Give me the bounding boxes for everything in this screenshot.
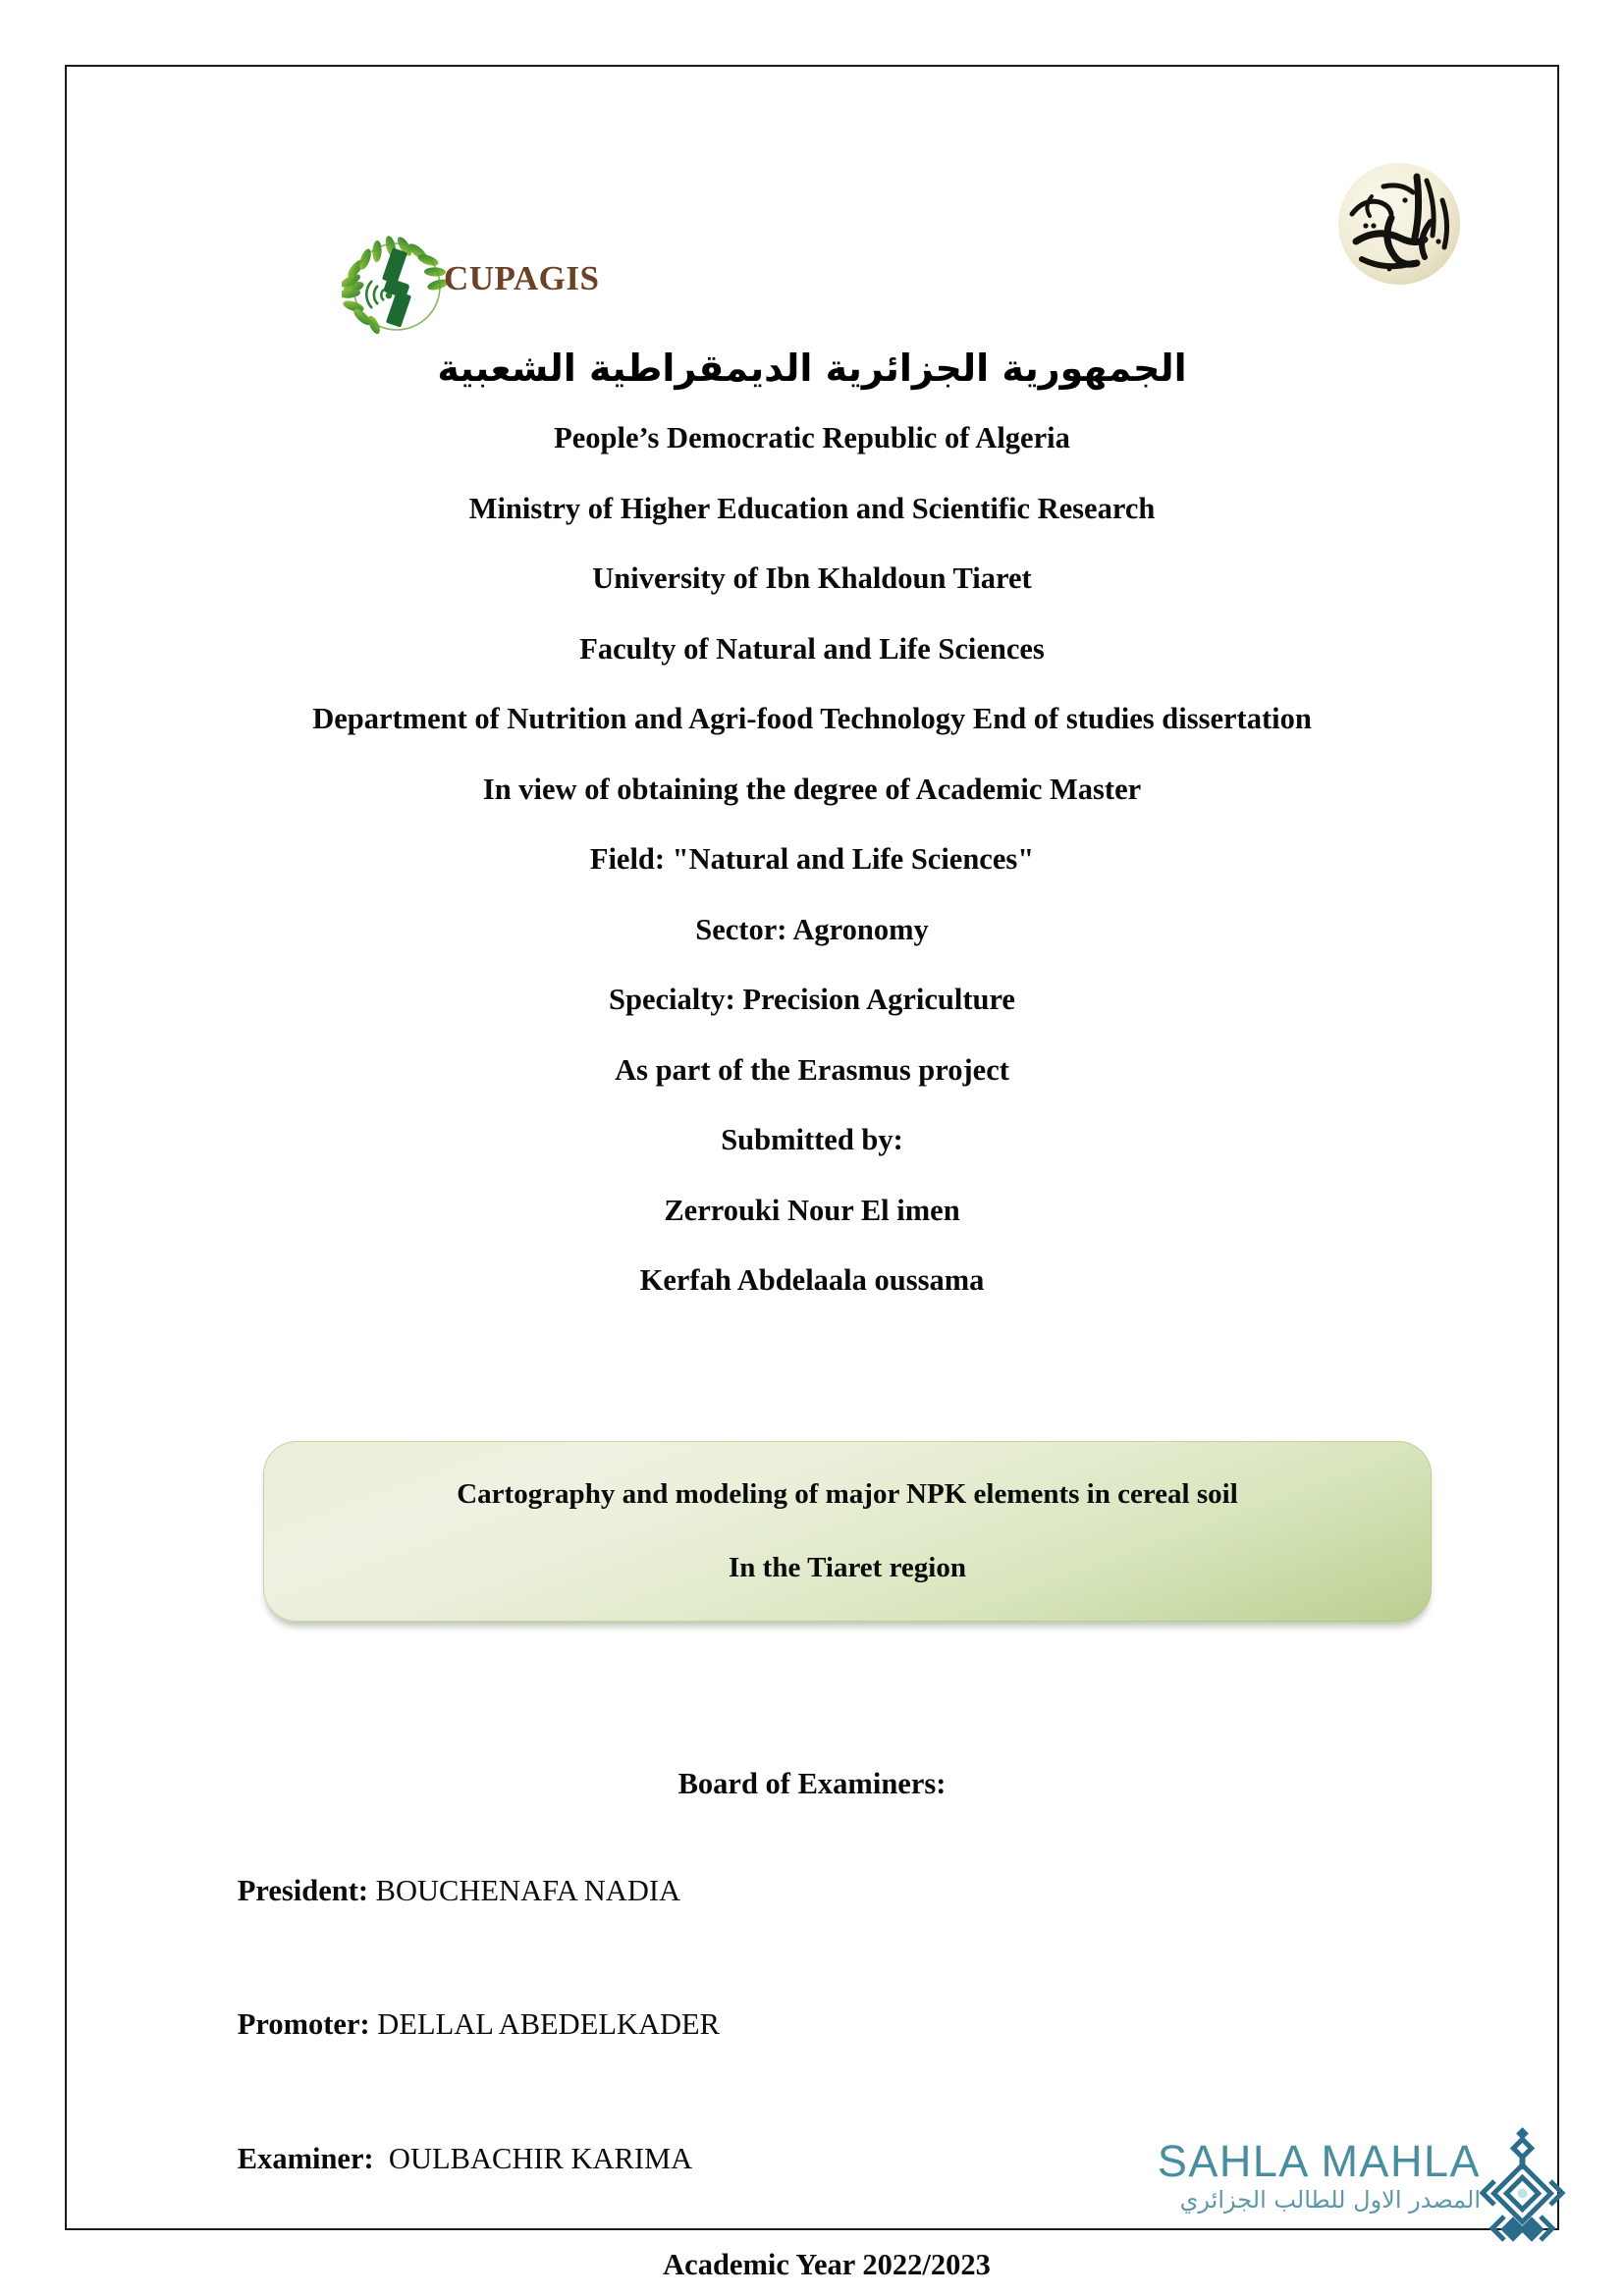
header-line-university: University of Ibn Khaldoun Tiaret [592, 561, 1032, 596]
ibn-khaldoun-university-seal [1332, 157, 1466, 291]
header-line-sector: Sector: Agronomy [695, 912, 929, 946]
board-role-examiner: Examiner: [237, 2141, 374, 2175]
author-name-1: Zerrouki Nour El imen [664, 1193, 960, 1227]
board-member-promoter [65, 1980, 1559, 2070]
dissertation-title-box [263, 1441, 1432, 1632]
header-line-department: Department of Nutrition and Agri-food Technology End of studies dissertation [312, 702, 1312, 736]
header-text-block [65, 342, 1559, 1336]
header-line-faculty: Faculty of Natural and Life Sciences [579, 631, 1045, 666]
board-role-president: President: [237, 1873, 369, 1907]
cupagis-wordmark: CUPAGIS [444, 259, 600, 297]
board-name-promoter: DELLAL ABEDELKADER [369, 2007, 721, 2041]
amazigh-diamond-emblem-icon [1475, 2126, 1569, 2244]
dissertation-title-line-1: Cartography and modeling of major NPK elements in cereal soil [457, 1478, 1238, 1510]
header-line-republic: People’s Democratic Republic of Algeria [554, 421, 1070, 455]
wreath-satellite-icon [342, 232, 452, 342]
watermark-latin-text: SAHLA MAHLA [1157, 2136, 1481, 2186]
sahla-mahla-watermark [1113, 2138, 1565, 2258]
dissertation-title-line-2: In the Tiaret region [729, 1552, 966, 1583]
header-line-field: Field: "Natural and Life Sciences" [589, 842, 1035, 877]
board-role-promoter: Promoter: [237, 2007, 370, 2041]
watermark-arabic-text: المصدر الاول للطالب الجزائري [1179, 2186, 1481, 2215]
header-line-submitted-by: Submitted by: [721, 1123, 903, 1157]
board-of-examiners-heading: Board of Examiners: [677, 1767, 947, 1800]
header-line-erasmus: As part of the Erasmus project [615, 1052, 1009, 1087]
arabic-republic-line: الجمهورية الجزائرية الديمقراطية الشعبية [437, 347, 1187, 390]
board-name-examiner: OULBACHIR KARIMA [373, 2141, 693, 2175]
header-line-degree: In view of obtaining the degree of Academic Master [482, 772, 1142, 806]
author-name-2: Kerfah Abdelaala oussama [639, 1263, 985, 1298]
academic-year-line: Academic Year 2022/2023 [663, 2247, 991, 2281]
header-line-specialty: Specialty: Precision Agriculture [609, 983, 1015, 1017]
cupagis-logo [342, 232, 626, 342]
board-name-president: BOUCHENAFA NADIA [368, 1873, 681, 1907]
board-member-president [65, 1845, 1559, 1936]
header-line-ministry: Ministry of Higher Education and Scientific Research [468, 491, 1156, 525]
